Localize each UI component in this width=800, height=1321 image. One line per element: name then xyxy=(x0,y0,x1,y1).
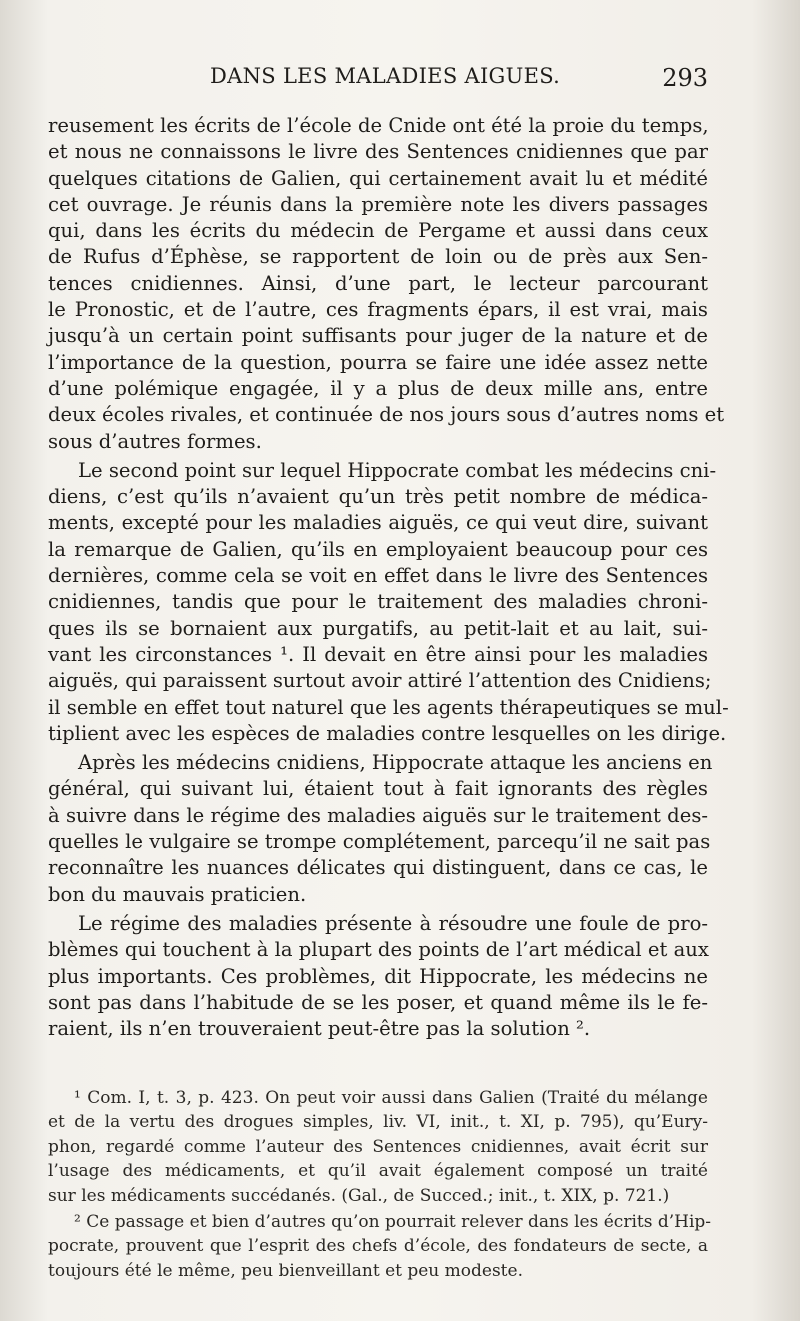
footnote-line: toujours été le même, peu bienveillant et peu modeste. xyxy=(48,1260,523,1281)
text-line: raient, ils n’en trouveraient peut-être pas la solution ². xyxy=(48,1017,591,1041)
text-line: le Pronostic, et de l’autre, ces fragments épars, il est vrai, mais xyxy=(48,298,708,322)
text-line: tiplient avec les espèces de maladies contre lesquelles on les dirige. xyxy=(48,721,727,745)
running-title: DANS LES MALADIES AIGUES. xyxy=(210,64,561,88)
footnote-line: phon, regardé comme l’auteur des Sentences cnidiennes, avait écrit sur xyxy=(48,1136,708,1157)
footnote-line: sur les médicaments succédanés. (Gal., de Succed.; init., t. XIX, p. 721.) xyxy=(48,1185,670,1206)
page-header xyxy=(48,64,708,96)
text-line: blèmes qui touchent à la plupart des points de l’art médical et aux xyxy=(48,938,709,962)
paragraph xyxy=(48,113,725,455)
text-line: ments, excepté pour les maladies aiguës, ce qui veut dire, suivant xyxy=(48,511,708,535)
text-line: dernières, comme cela se voit en effet dans le livre des Sentences xyxy=(48,564,708,588)
text-line: diens, c’est qu’ils n’avaient qu’un très petit nombre de médica- xyxy=(48,485,708,509)
text-line: de Rufus d’Éphèse, se rapportent de loin ou de près aux Sen- xyxy=(48,245,708,269)
text-line: ques ils se bornaient aux purgatifs, au petit-lait et au lait, sui- xyxy=(48,616,708,640)
footnote xyxy=(48,1210,712,1283)
text-line: reconnaître les nuances délicates qui distinguent, dans ce cas, le xyxy=(48,856,708,880)
text-line: sont pas dans l’habitude de se les poser, et quand même ils le fe- xyxy=(48,990,708,1014)
text-line: jusqu’à un certain point suffisants pour juger de la nature et de xyxy=(48,324,708,348)
footnote-line: ² Ce passage et bien d’autres qu’on pourrait relever dans les écrits d’Hip- xyxy=(74,1211,712,1232)
paragraph xyxy=(48,911,708,1042)
text-line: l’importance de la question, pourra se faire une idée assez nette xyxy=(48,350,708,374)
main-text xyxy=(48,113,729,1042)
text-line: la remarque de Galien, qu’ils en employaient beaucoup pour ces xyxy=(48,537,708,561)
paragraph xyxy=(48,458,729,747)
text-line: qui, dans les écrits du médecin de Pergame et aussi dans ceux xyxy=(48,219,708,243)
text-line: deux écoles rivales, et continuée de nos jours sous d’autres noms et xyxy=(48,403,725,427)
footnote-line: l’usage des médicaments, et qu’il avait également composé un traité xyxy=(48,1161,708,1182)
page-number: 293 xyxy=(662,64,708,92)
text-line: sous d’autres formes. xyxy=(48,429,262,453)
text-line: bon du mauvais praticien. xyxy=(48,882,307,906)
text-line: d’une polémique engagée, il y a plus de deux mille ans, entre xyxy=(48,376,708,400)
text-line: quelques citations de Galien, qui certainement avait lu et médité xyxy=(48,166,708,190)
footnote xyxy=(48,1086,708,1208)
footnote-line: pocrate, prouvent que l’esprit des chefs d’école, des fondateurs de secte, a xyxy=(48,1236,708,1257)
paragraph xyxy=(48,750,713,908)
footnote-line: et de la vertu des drogues simples, liv. VI, init., t. XI, p. 795), qu’Eury- xyxy=(48,1112,708,1133)
text-line: aiguës, qui paraissent surtout avoir attiré l’attention des Cnidiens; xyxy=(48,669,712,693)
footnotes xyxy=(48,1086,712,1283)
text-line: Le second point sur lequel Hippocrate combat les médecins cni- xyxy=(78,458,717,482)
text-line: reusement les écrits de l’école de Cnide ont été la proie du temps, xyxy=(48,114,709,137)
text-line: cet ouvrage. Je réunis dans la première note les divers passages xyxy=(48,192,708,216)
text-line: Après les médecins cnidiens, Hippocrate attaque les anciens en xyxy=(78,751,713,775)
footnote-line: ¹ Com. I, t. 3, p. 423. On peut voir aussi dans Galien (Traité du mélange xyxy=(74,1088,708,1108)
text-line: il semble en effet tout naturel que les agents thérapeutiques se mul- xyxy=(48,695,729,719)
text-line: Le régime des maladies présente à résoudre une foule de pro- xyxy=(78,911,708,935)
text-line: cnidiennes, tandis que pour le traitement des maladies chroni- xyxy=(48,590,708,614)
text-line: à suivre dans le régime des maladies aiguës sur le traitement des- xyxy=(48,803,708,827)
text-line: plus importants. Ces problèmes, dit Hippocrate, les médecins ne xyxy=(48,964,708,988)
text-line: quelles le vulgaire se trompe complétement, parcequ’il ne sait pas xyxy=(48,830,711,854)
text-line: tences cnidiennes. Ainsi, d’une part, le lecteur parcourant xyxy=(48,271,708,295)
text-line: général, qui suivant lui, étaient tout à fait ignorants des règles xyxy=(48,777,708,801)
text-line: vant les circonstances ¹. Il devait en être ainsi pour les maladies xyxy=(48,642,708,666)
text-line: et nous ne connaissons le livre des Sentences cnidiennes que par xyxy=(48,140,708,164)
